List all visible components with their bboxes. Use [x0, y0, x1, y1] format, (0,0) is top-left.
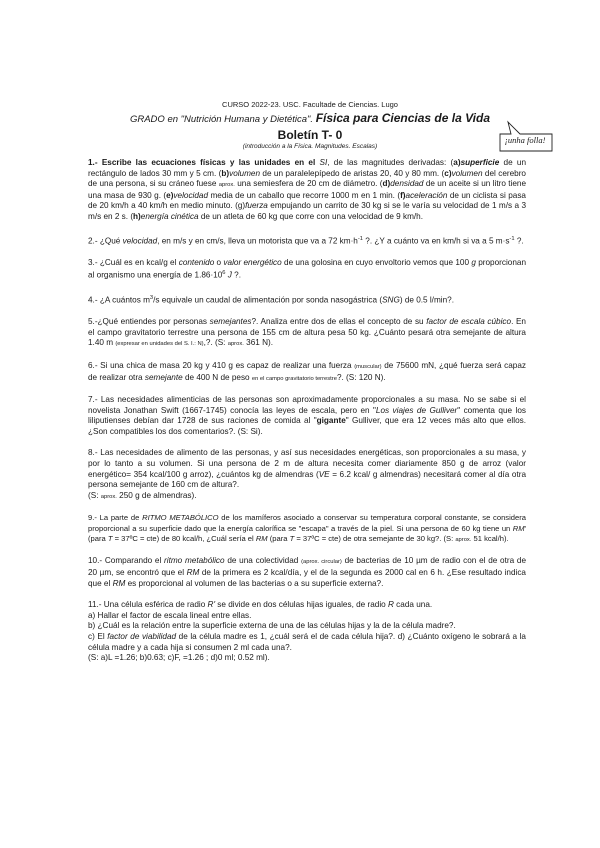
q11-text: se divide en dos células hijas iguales, de radio [215, 600, 388, 610]
q1-text: de un paralelepípedo de aristas 20, 40 y 80 mm. ( [260, 168, 445, 178]
q9-text: = 37ºC = cte) de 80 kcal/h, ¿Cuál sería el [112, 534, 256, 544]
q3-text: 3.- ¿Cuál es en kcal/g el [88, 257, 179, 267]
q5-term: semejantes [209, 317, 252, 327]
q3-text: de una golosina en cuyo envoltorio vemos que 100 [281, 257, 472, 267]
question-1 [88, 158, 526, 223]
q5-aprox: aprox. [227, 341, 244, 348]
q3-sup: 6 [222, 270, 226, 277]
bulletin-subtitle: (introducción a la Física. Magnitudes. Escalas) [242, 143, 378, 150]
note-callout-text: ¡unha folla! [504, 135, 546, 145]
q7-term: gigante [316, 416, 346, 426]
q1-label: b) [221, 168, 230, 178]
q1-text: 1.- Escribe las ecuaciones físicas y las unidades en el [88, 158, 320, 167]
q1-text: de un aceite si un litro tiene una masa de 930 g. ( [88, 179, 526, 200]
q1-label: a) [453, 158, 461, 167]
q1-term: volumen [451, 168, 483, 178]
course-line: CURSO 2022-23. USC. Facultade de Ciencias. Lugo [222, 100, 398, 109]
q11-text: c) El [88, 631, 108, 641]
q1-text: del cerebro de una persona, si su cráneo fuese [88, 168, 526, 189]
question-8 [88, 448, 526, 502]
q1-aprox: aprox. [218, 182, 235, 189]
q5-text: ,?. (S: [203, 338, 228, 348]
question-9 [88, 513, 526, 545]
q1-term: energía cinética [140, 211, 199, 221]
degree-line [100, 112, 520, 126]
subject-title: Física para Ciencias de la Vida [315, 111, 491, 125]
q5-small: (expresar en unidades del S. I.: N) [115, 341, 204, 348]
bulletin-title: Boletín T- 0 [277, 128, 343, 142]
q11-part-a: a) Hallar el factor de escala lineal entre ellas. [88, 610, 252, 620]
q2-sup: -1 [357, 235, 364, 242]
q1-text: de un rectángulo de lados 30 mm y 5 cm. ( [88, 158, 526, 178]
q9-text: de los mamíferos asociado a conservar su temperatura corporal constante, se considera proporcional a su superficie dado que la energía calorífica se "escapa" a través de la piel. Si una persona de 60 kg tiene un [88, 513, 526, 533]
q10-text: de una colectividad [224, 556, 302, 566]
q4-text: 4.- ¿A cuántos m [88, 295, 150, 305]
q1-text: media de un caballo que recorre 1000 m en 1 min. ( [208, 190, 401, 200]
q10-text: 10.- Comparando el [88, 556, 165, 566]
q10-text: de la primera es 2 kcal/día, y el de la segunda es 2000 cal en 6 h. ¿Ese resultado indica que el [88, 567, 526, 588]
q6-term: semejante [144, 372, 183, 382]
q9-term: RM [512, 523, 525, 533]
q8-text: = 6.2 kcal/ g almendras) necesitará comer al día otra persona semejante de 160 cm de altura?. [88, 469, 527, 490]
question-5 [88, 317, 526, 350]
q11-text: de la célula madre es 1, ¿cuál será el de cada célula hija?. d) ¿Cuánto oxígeno le sobrará a la célula madre y a cada hija si consumen 2 ml cada una?. [88, 631, 526, 652]
q9-term: RM [255, 534, 268, 544]
q4-term: SNG [382, 295, 400, 305]
q5-text: . En el campo gravitatorio terrestre una persona de 155 cm de altura pesa 50 kg. ¿Cuánto pesará otra semejante de altura 1.40 m [88, 317, 526, 348]
q2-term: velocidad [122, 236, 158, 246]
q10-small: (aprox. circular) [301, 559, 342, 566]
q8-sol: (S: [88, 490, 101, 500]
q6-small: (muscular) [354, 363, 382, 370]
document-header [100, 100, 520, 151]
q7-text: " Gulliver, que era 12 veces más alto que ellos. ¿Son compatibles los dos comentarios?. (S: Si). [88, 416, 526, 436]
degree-text: GRADO en "Nutrición Humana y Dietética". [129, 114, 314, 125]
question-3 [88, 258, 526, 282]
q1-si: SI [319, 158, 328, 167]
q8-term: VE [318, 469, 330, 479]
q4-text: ) de 0.5 l/min?. [399, 295, 454, 305]
q9-aprox: aprox. [455, 537, 472, 544]
q11-part-b: b) ¿Cuál es la relación entre la superficie externa de una de las células hijas y la de la célula madre?. [88, 621, 456, 631]
q4-sup: 3 [149, 294, 154, 301]
q9-term: RITMO METABÓLICO [142, 513, 219, 523]
question-6 [88, 361, 526, 384]
q11-solution: (S: a)L =1.26; b)0.63; c)F, =1.26 ; d)0 ml; 0.52 ml). [88, 653, 270, 663]
q8-aprox: aprox. [100, 493, 117, 500]
q9-term: T [107, 534, 113, 544]
q3-unit: g [471, 257, 476, 267]
q10-term: RM [186, 567, 200, 577]
q2-text: , en m/s y en cm/s, lleva un motorista que va a 72 km·h [157, 236, 358, 246]
q3-unit: J [227, 271, 232, 281]
q10-term: RM [112, 578, 126, 588]
question-2 [88, 234, 526, 247]
q8-solution [88, 491, 526, 503]
question-11 [88, 600, 526, 664]
q10-text: de bacterias de 10 µm de radio con el de otra de 20 µm, se encontró que el [88, 556, 526, 577]
q5-text: 5.-¿Qué entiendes por personas [88, 317, 210, 327]
q5-text: ?. Analiza entre dos de ellas el concepto de su [251, 317, 427, 327]
q9-text: 9.- La parte de [88, 513, 143, 523]
q4-text: /s equivale un caudal de alimentación por sonda nasogástrica ( [153, 295, 383, 305]
q1-term: aceleración [405, 190, 448, 200]
q1-term: superficie [460, 158, 500, 167]
q1-label: c) [444, 168, 452, 178]
question-4 [88, 293, 526, 306]
q3-term: valor energético [223, 257, 282, 267]
questions-body [88, 158, 526, 675]
q11-text: 11.- Una célula esférica de radio [88, 600, 208, 610]
q8-sol: 250 g de almendras). [116, 490, 197, 500]
q9-text: (para [267, 534, 290, 544]
q6-text: 6.- Si una chica de masa 20 kg y 410 g es capaz de realizar una fuerza [88, 360, 355, 370]
q11-term: R [387, 600, 394, 610]
q1-term: volumen [229, 168, 261, 178]
q1-text: una semiesfera de 20 cm de diámetro. ( [234, 179, 383, 189]
q10-term: ritmo metabólico [164, 556, 225, 566]
q2-text: ?. ¿Y a cuánto va en km/h si va a 5 m·s [363, 236, 510, 246]
q1-text: , de las magnitudes derivadas: ( [327, 158, 454, 167]
q5-text: 361 N). [243, 338, 273, 348]
q11-term: R' [207, 600, 216, 610]
q1-term: fuerza [245, 201, 268, 211]
q7-text: " comenta que los liliputienses debían dar 1728 de sus raciones de comida al " [88, 405, 526, 426]
q3-term: contenido [178, 257, 215, 267]
q1-text: empujando un carrito de 30 kg si se le varía su velocidad de 1 m/s a 3 m/s en 2 s. ( [88, 201, 526, 221]
question-7 [88, 395, 526, 437]
q9-text: ' (para [88, 523, 526, 544]
q2-sup: -1 [509, 235, 515, 242]
q1-term: velocidad [173, 190, 209, 200]
q6-text: de 400 N de peso [182, 372, 252, 382]
q6-text: de 75600 mN, ¿qué fuerza será capaz de realizar otra [88, 360, 527, 382]
q1-text: de un ciclista si pasa de 20 km/h a 40 km/h en medio minuto. (g) [88, 190, 526, 211]
q2-text: 2.- ¿Qué [88, 236, 123, 246]
q11-part-c [88, 632, 526, 653]
q11-text: cada una. [393, 600, 433, 610]
q10-text: es proporcional al volumen de las bacterias o a su superficie externa?. [125, 578, 384, 588]
q3-text: ?. [231, 271, 241, 281]
q6-small: en el campo gravitatorio terrestre [251, 375, 337, 382]
q1-term: densidad [390, 179, 424, 189]
q1-label: e) [166, 190, 174, 200]
q3-text: o [214, 257, 224, 267]
q1-label: h) [133, 211, 141, 221]
q8-text: 8.- Las necesidades de alimento de las personas, y así sus necesidades energéticas, son proporcionales a su masa, y por lo tanto a su volumen. Si una persona de 2 m de altura necesita comer diariamente 850 g de arroz (valor energético= 354 kcal/100 g arroz), ¿cuántos kg de almendras ( [88, 448, 526, 479]
question-10 [88, 556, 526, 589]
q1-text: de un atleta de 60 kg que corre con una velocidad de 9 km/h. [198, 211, 423, 221]
q6-text: ?. (S: 120 N). [336, 372, 386, 382]
q9-term: T [289, 534, 295, 544]
q1-label: f) [400, 190, 406, 200]
q5-term: factor de escala cúbico [426, 317, 512, 327]
q9-text: 51 kcal/h). [471, 534, 509, 544]
q2-text: ?. [514, 236, 524, 246]
q1-label: d) [382, 179, 391, 189]
q7-text: 7.- Las necesidades alimenticias de las personas son aproximadamente proporcionales a su masa. No se sabe si el novelista Jonathan Swift (1667-1745) conocía las leyes de escala, pero en " [88, 395, 526, 415]
q9-text: = 37ºC = cte) de otra semejante de 30 kg?. (S: [294, 534, 456, 544]
q3-text: proporcionan al organismo una energía de 1.86·10 [88, 257, 527, 281]
q7-book: Los viajes de Gulliver [375, 405, 458, 415]
q11-term: factor de viabilidad [107, 631, 177, 641]
